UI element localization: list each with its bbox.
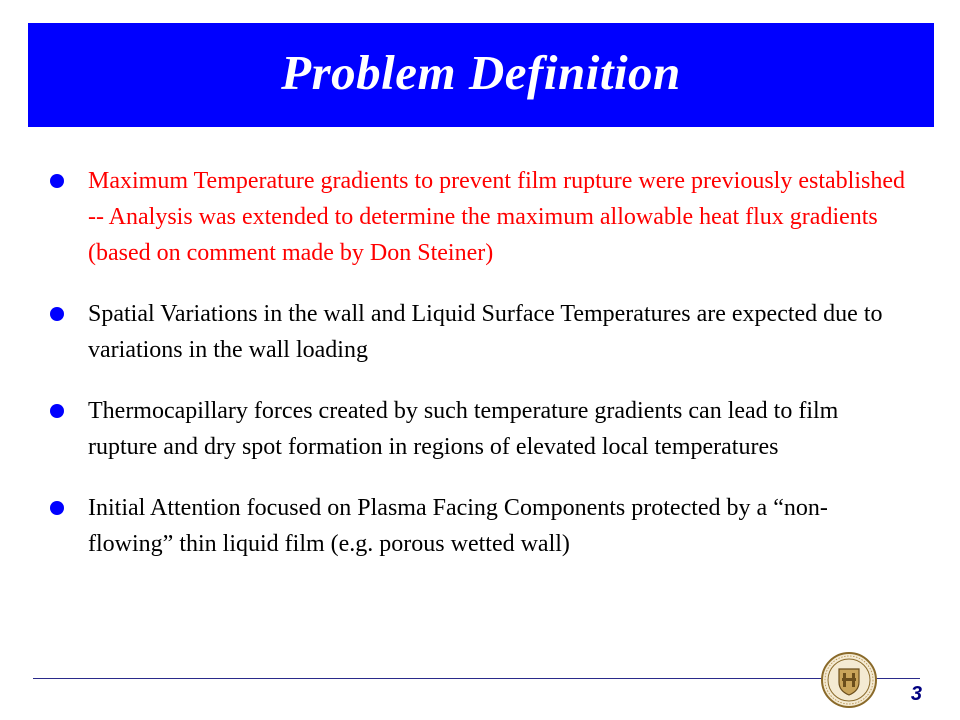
slide-title: Problem Definition: [281, 44, 681, 100]
bullet-dot-icon: [50, 174, 64, 188]
bullet-item: [48, 393, 908, 465]
bullet-dot-icon: [50, 307, 64, 321]
bullet-text: Spatial Variations in the wall and Liquid Surface Temperatures are expected due to variations in the wall loading: [88, 301, 883, 363]
bullet-dot-icon: [50, 404, 64, 418]
title-bar: [28, 23, 934, 127]
page-number: 3: [910, 683, 922, 705]
bullet-dot-icon: [50, 501, 64, 515]
bullet-item: [48, 296, 908, 368]
university-seal-icon: [820, 651, 878, 709]
bullet-text: Initial Attention focused on Plasma Facing Components protected by a “non-flowing” thin liquid film (e.g. porous wetted wall): [88, 495, 828, 557]
bullet-item: [48, 490, 908, 562]
bullet-text: Maximum Temperature gradients to prevent film rupture were previously established -- Analysis was extended to determine the maximum allowable heat flux gradients (based on comment made by Don Steiner): [88, 168, 905, 266]
bullet-item: [48, 163, 908, 271]
bullet-list: [48, 163, 908, 587]
bullet-text: Thermocapillary forces created by such temperature gradients can lead to film rupture and dry spot formation in regions of elevated local temperatures: [88, 398, 839, 460]
footer-divider: [33, 678, 920, 679]
